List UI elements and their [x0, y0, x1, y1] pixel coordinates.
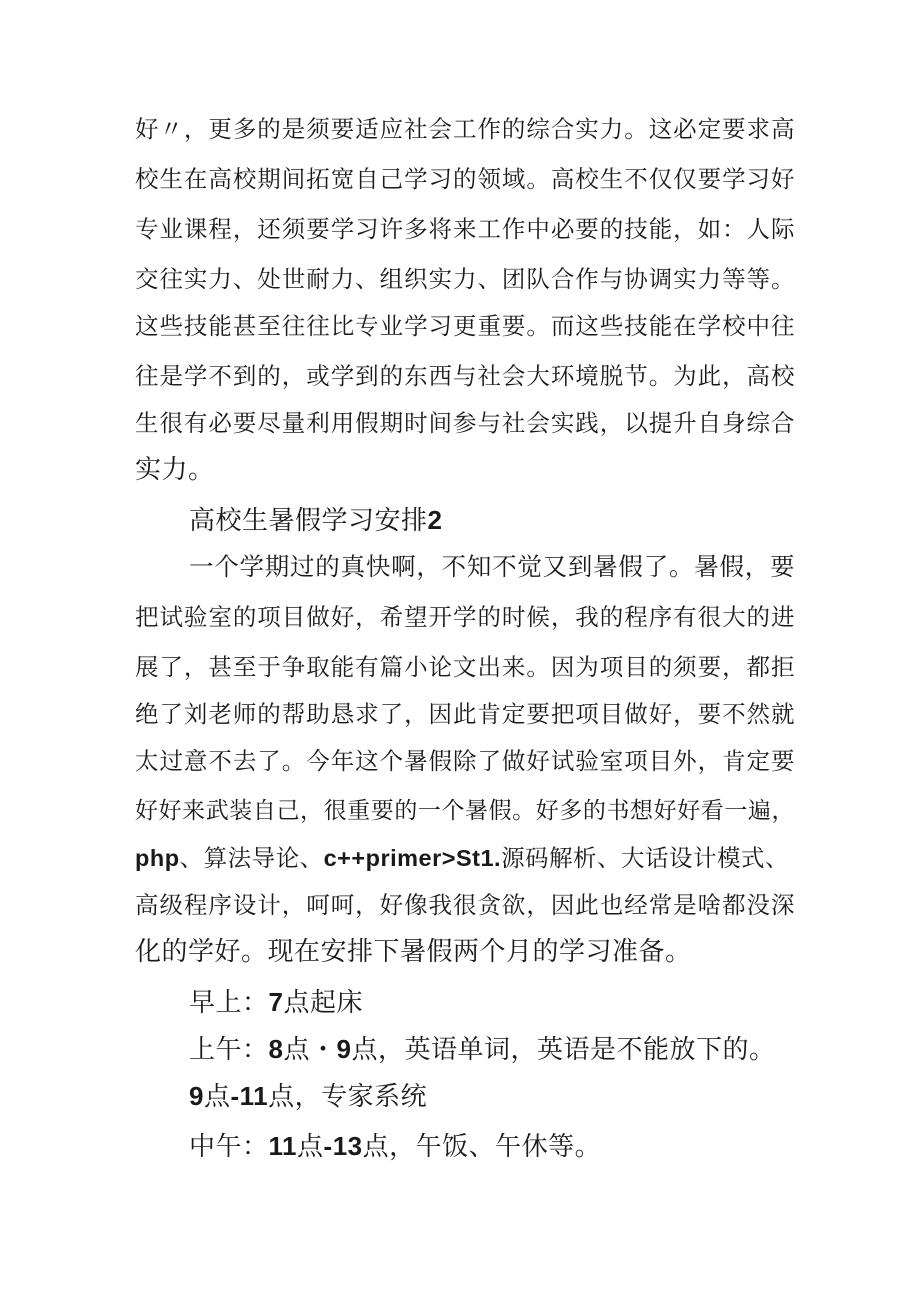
schedule-text: 点 — [203, 1082, 231, 1112]
paragraph-line: 校生在高校期间拓宽自己学习的领域。高校生不仅仅要学习好 — [135, 165, 795, 193]
schedule-item-morning — [189, 987, 795, 1018]
paragraph-line: 化的学好。现在安排下暑假两个月的学习准备。 — [135, 937, 692, 967]
section-heading — [189, 505, 795, 536]
schedule-time: 9 — [336, 1034, 352, 1064]
book-cpp-primer: c++primer>St1. — [323, 845, 502, 871]
paragraph-line: 好〃，更多的是须要适应社会工作的综合实力。这必定要求高 — [135, 115, 795, 143]
paragraph-line: 专业课程，还须要学习许多将来工作中必要的技能，如：人际 — [135, 215, 795, 243]
schedule-prefix: 早上： — [189, 988, 269, 1018]
paragraph-line: 这些技能甚至往往比专业学习更重要。而这些技能在学校中往 — [135, 312, 795, 340]
schedule-item-forenoon — [189, 1034, 795, 1065]
heading-text: 高校生暑假学习安排 — [189, 506, 428, 536]
paragraph-line: 好好来武装自己，很重要的一个暑假。好多的书想好好看一遍， — [135, 798, 795, 824]
paragraph-line: 把试验室的项目做好，希望开学的时候，我的程序有很大的进 — [135, 603, 795, 631]
schedule-time: 8 — [268, 1034, 284, 1064]
paragraph-line: 一个学期过的真快啊，不知不觉又到暑假了。暑假，要 — [189, 552, 795, 581]
schedule-item-late-morning — [189, 1081, 795, 1112]
schedule-prefix: 中午： — [189, 1132, 269, 1162]
schedule-time: -13 — [323, 1131, 363, 1161]
books-rest: 源码解析、大话设计模式、 — [501, 844, 790, 872]
paragraph-line: 展了，甚至于争取能有篇小论文出来。因为项目的须要，都拒 — [135, 653, 795, 681]
schedule-time: 7 — [268, 987, 284, 1017]
schedule-prefix: 上午： — [189, 1035, 269, 1065]
schedule-time: 9 — [189, 1081, 204, 1111]
paragraph-line: 太过意不去了。今年这个暑假除了做好试验室项目外，肯定要 — [135, 747, 795, 775]
schedule-text: 点起床 — [283, 988, 363, 1018]
schedule-time: -11 — [230, 1081, 269, 1111]
paragraph-line: 实力。 — [135, 455, 215, 485]
schedule-text: 点・ — [283, 1035, 337, 1065]
schedule-time: 11 — [268, 1131, 298, 1161]
books-separator: 、算法导论、 — [179, 844, 324, 872]
paragraph-line: 生很有必要尽量利用假期时间参与社会实践，以提升自身综合 — [135, 409, 795, 437]
paragraph-line: 交往实力、处世耐力、组织实力、团队合作与协调实力等等。 — [135, 265, 795, 293]
heading-number: 2 — [427, 505, 443, 535]
schedule-text: 点，午饭、午休等。 — [362, 1132, 602, 1162]
schedule-text: 点 — [297, 1132, 324, 1162]
book-php: php — [135, 845, 180, 871]
paragraph-line: 绝了刘老师的帮助恳求了，因此肯定要把项目做好，要不然就 — [135, 700, 795, 728]
paragraph-line: 高级程序设计，呵呵，好像我很贪欲，因此也经常是啥都没深 — [135, 891, 795, 919]
schedule-item-noon — [189, 1131, 795, 1162]
paragraph-line: 往是学不到的，或学到的东西与社会大环境脱节。为此，高校 — [135, 362, 795, 390]
schedule-text: 点，英语单词，英语是不能放下的。 — [351, 1035, 776, 1065]
books-line — [135, 843, 795, 873]
schedule-text: 点，专家系统 — [268, 1082, 428, 1112]
